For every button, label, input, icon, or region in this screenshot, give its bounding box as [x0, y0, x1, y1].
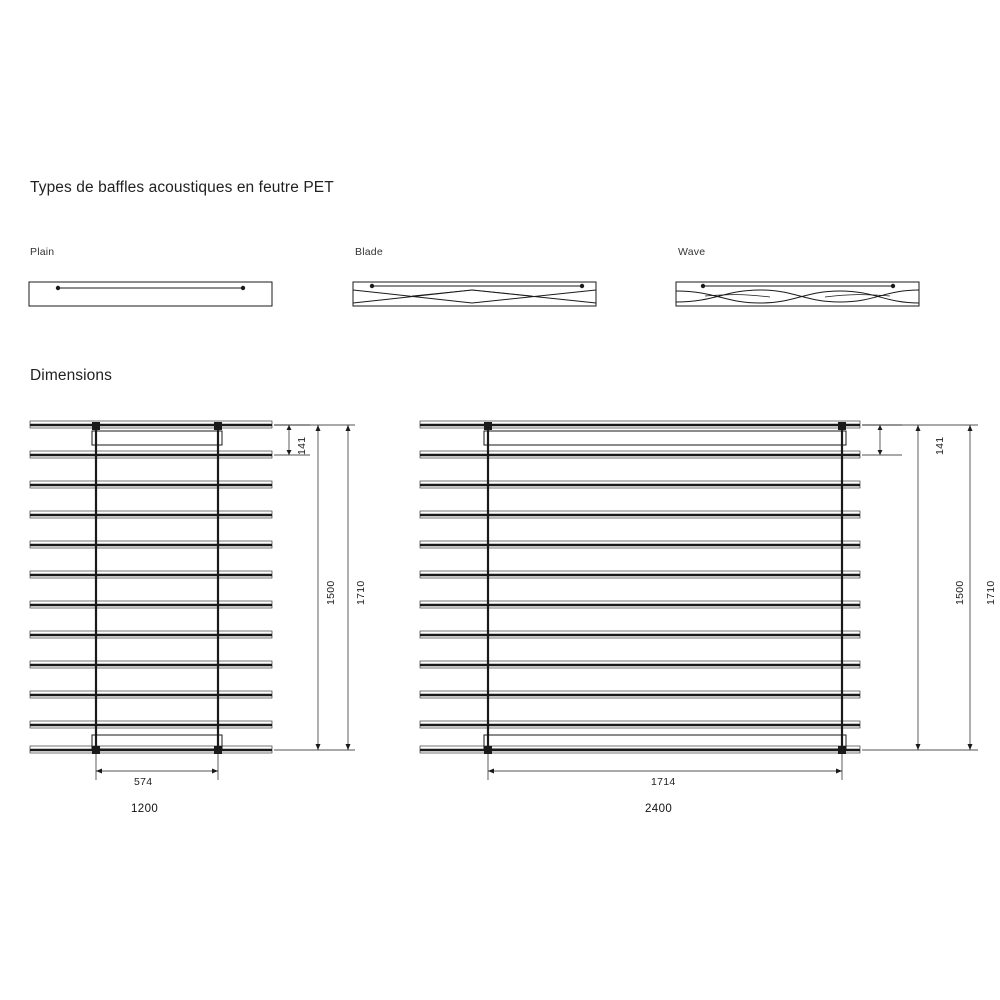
type-figure-blade [352, 272, 602, 312]
dim-large-drop-height: 1500 [954, 580, 966, 605]
dim-large-bracket-width: 1714 [651, 776, 676, 788]
type-figure-plain [28, 272, 278, 312]
dim-small-height-overall: 1710 [355, 580, 367, 605]
drawing-small-baffle-array [10, 405, 360, 805]
dim-small-drop-height: 1500 [325, 580, 337, 605]
dim-large-width-overall: 2400 [645, 803, 673, 815]
drawing-large-baffle-array [410, 405, 990, 805]
type-label-blade: Blade [355, 246, 383, 258]
type-label-plain: Plain [30, 246, 55, 258]
section-title-dimensions: Dimensions [30, 367, 112, 384]
dim-small-width-overall: 1200 [131, 803, 159, 815]
dim-small-bracket-width: 574 [134, 776, 153, 788]
dim-large-height-overall: 1710 [985, 580, 997, 605]
type-label-wave: Wave [678, 246, 706, 258]
section-title-types: Types de baffles acoustiques en feutre PET [30, 179, 334, 196]
dim-small-top-offset: 141 [296, 436, 308, 455]
dim-large-top-offset: 141 [934, 436, 946, 455]
type-figure-wave [675, 272, 925, 312]
